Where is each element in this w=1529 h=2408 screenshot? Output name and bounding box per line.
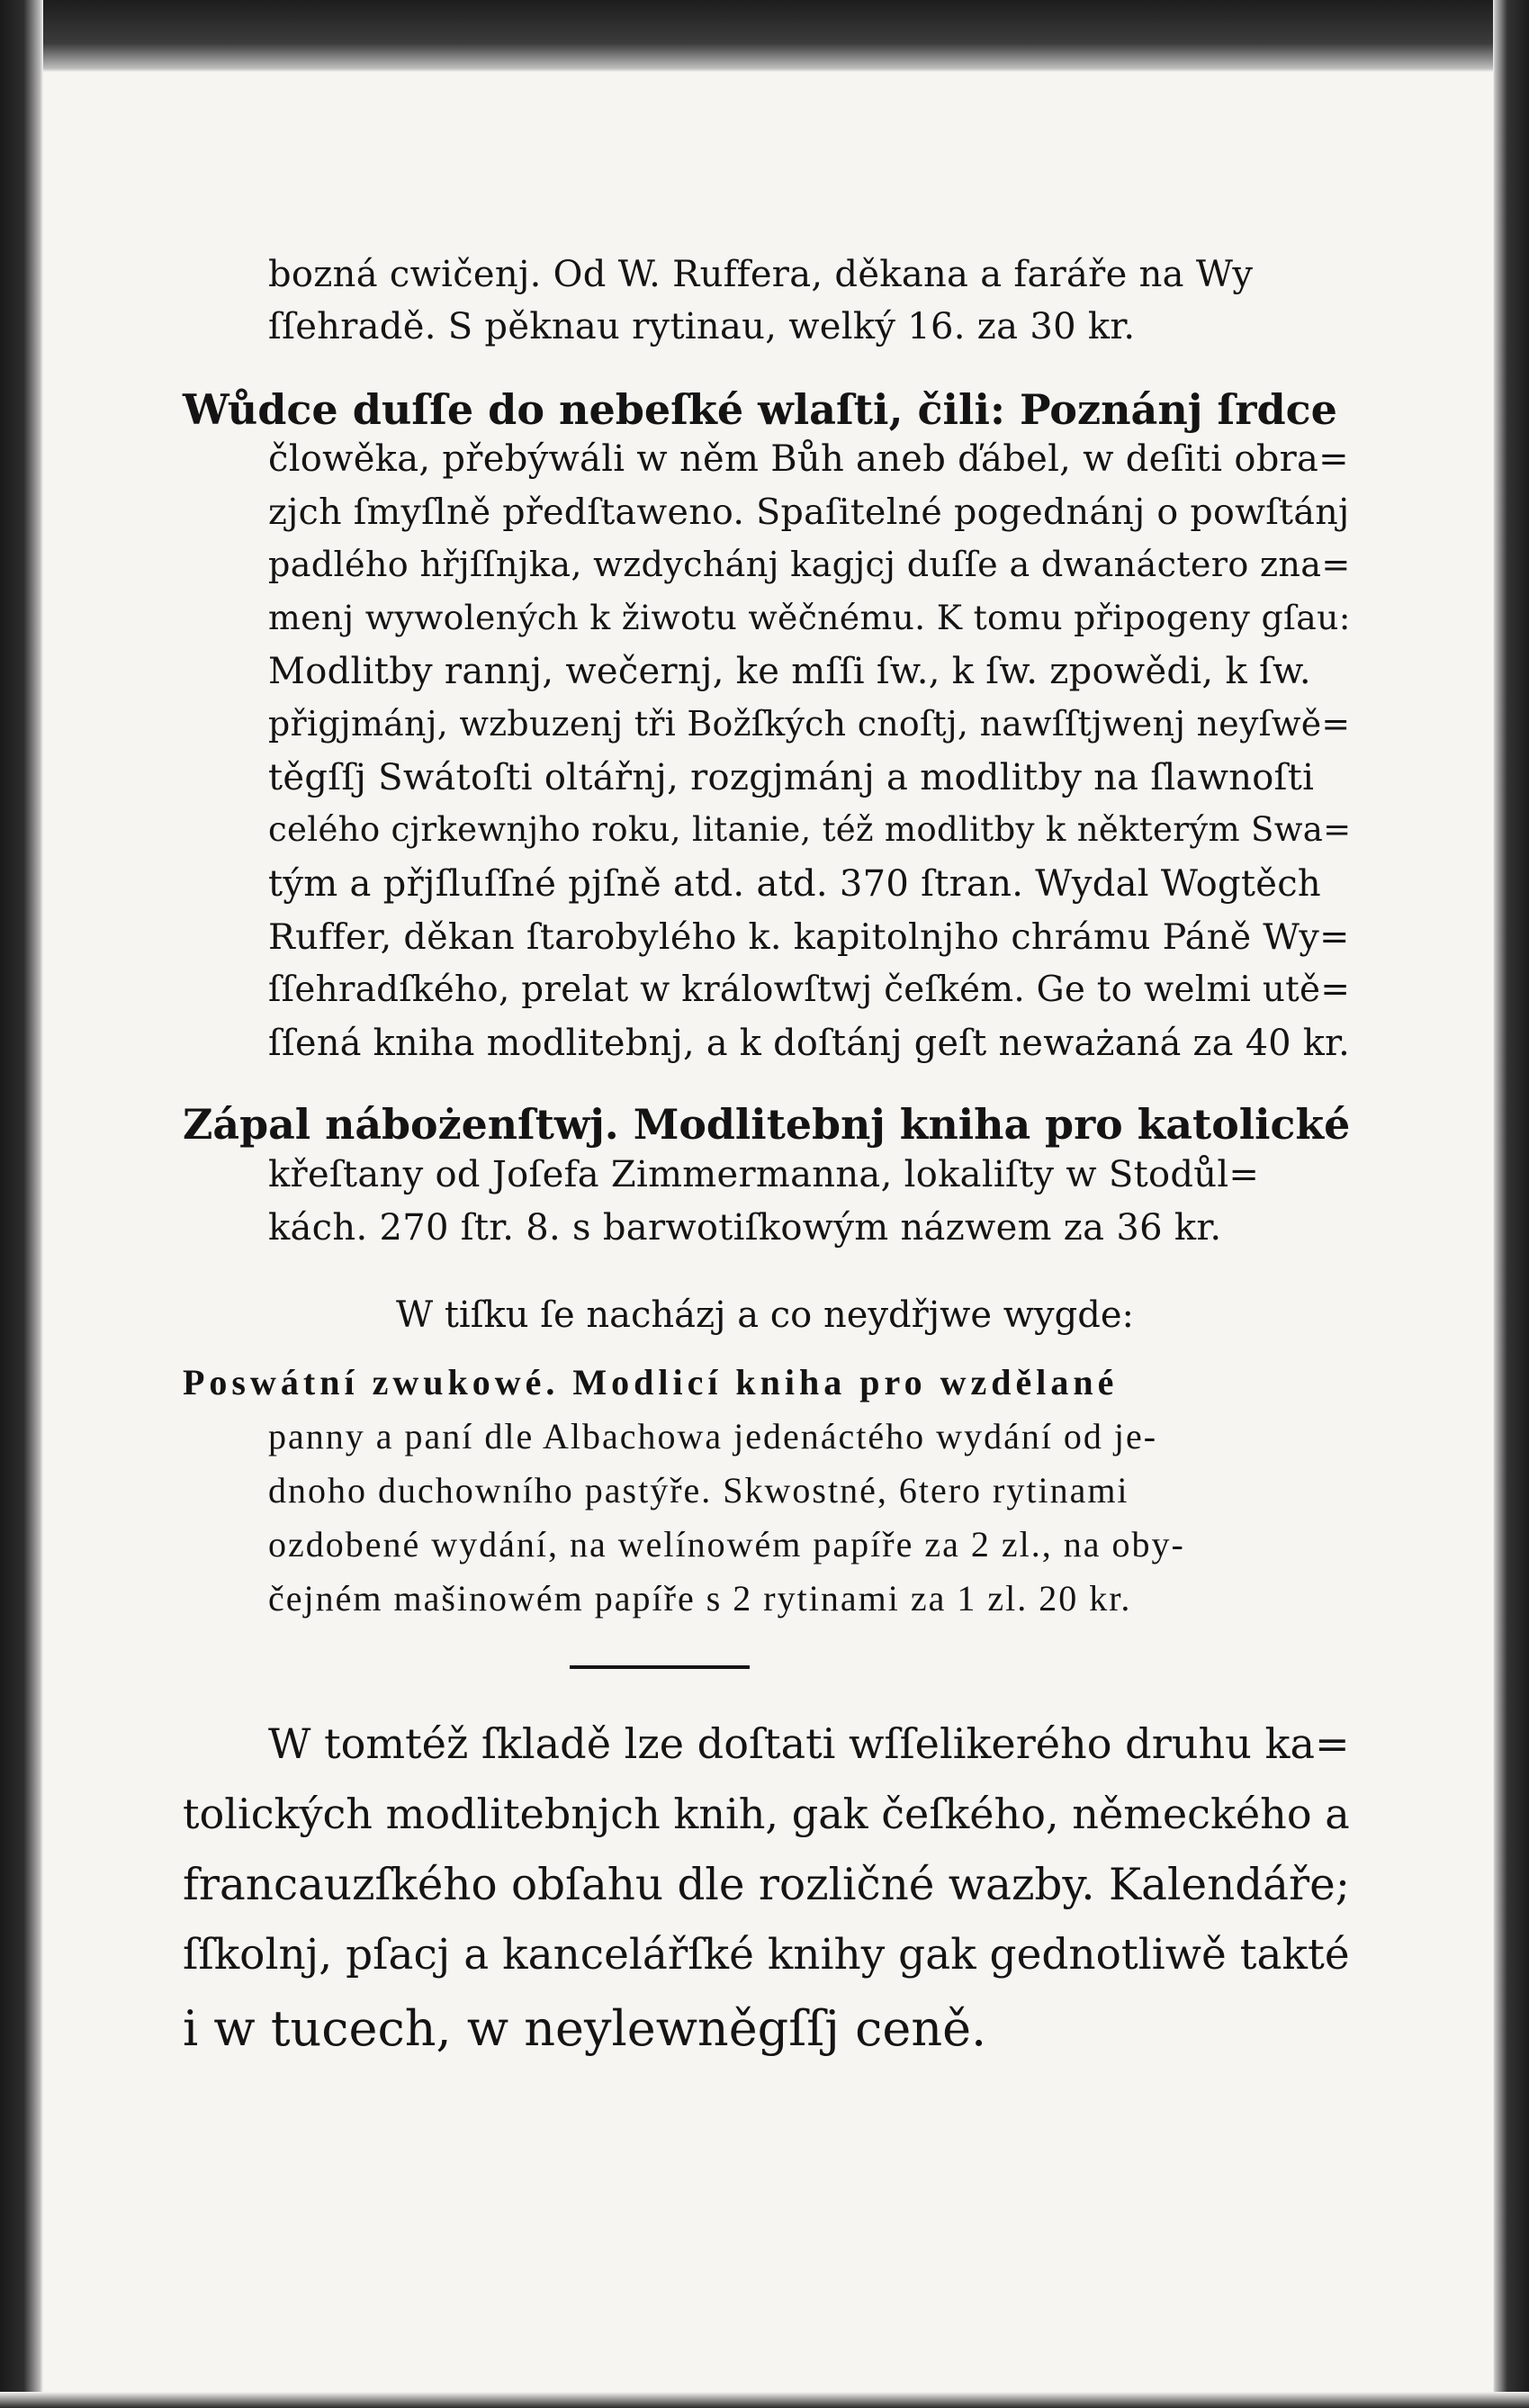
entry1-line-1: bozná cwičenj. Od W. Ruffera, děkana a faráře na Wy — [268, 254, 1254, 295]
entry4-line-3: dnoho duchowního pastýře. Skwostné, 6tero rytinami — [268, 1470, 1129, 1511]
page-border-left — [0, 0, 43, 2408]
entry2-line-6: přigjmánj, wzbuzenj tři Božſkých cnoſtj, nawſſtjwenj neyſwě= — [268, 704, 1351, 744]
entry2-line-12: ſſená kniha modlitebnj, a k doſtánj geſt neważaná za 40 kr. — [268, 1023, 1351, 1064]
entry3-title: Zápal nábożenſtwj. Modlitebnj kniha pro katolické — [183, 1100, 1351, 1149]
section-rule — [570, 1665, 750, 1669]
entry2-line-10: Ruffer, děkan ſtarobylého k. kapitolnjho chrámu Páně Wy= — [268, 916, 1350, 958]
entry4-line-1: Poswátní zwukowé. Modlicí kniha pro wzdělané — [183, 1362, 1119, 1402]
notice-line-2: tolických modlitebnjch knih, gak čeſkého, německého a — [183, 1790, 1350, 1838]
entry2-line-8: celého cjrkewnjho roku, litanie, též modlitby k některým Swa= — [268, 810, 1352, 849]
page-border-right — [1493, 0, 1529, 2408]
entry2-title: Wůdce duſſe do nebeſké wlaſti, čili: Poznánj ſrdce — [183, 385, 1337, 434]
entry2-line-9: tým a přjſluſſné pjſně atd. atd. 370 ſtran. Wydal Wogtěch — [268, 863, 1321, 905]
entry2-line-4: menj wywolených k žiwotu wěčnému. K tomu připogeny gſau: — [268, 598, 1351, 637]
entry2-line-5: Modlitby rannj, wečernj, ke mſſi ſw., k ſw. zpowědi, k ſw. — [268, 651, 1311, 692]
entry2-line-3: padlého hřjſſnjka, wzdychánj kagjcj duſſe a dwanáctero zna= — [268, 545, 1351, 584]
entry4-line-2: panny a paní dle Albachowa jedenáctého wydání od je- — [268, 1416, 1158, 1457]
entry4-line-5: čejném mašinowém papíře s 2 rytinami za 1 zl. 20 kr. — [268, 1578, 1132, 1619]
entry3-line-2: kách. 270 ſtr. 8. s barwotiſkowým názwem za 36 kr. — [268, 1207, 1222, 1249]
entry4-line-4: ozdobené wydání, na welínowém papíře za 2 zl., na oby- — [268, 1524, 1185, 1565]
page-border-bottom — [0, 2392, 1529, 2408]
entry2-line-1: člowěka, přebýwáli w něm Bůh aneb ďábel, w deſiti obra= — [268, 438, 1349, 480]
notice-line-4: ſſkolnj, pſacj a kancelářſké knihy gak gednotliwě takté — [183, 1930, 1350, 1980]
entry3-line-1: křeſtany od Joſefa Zimmermanna, lokaliſty w Stodůl= — [268, 1154, 1260, 1195]
entry2-line-11: ſſehradſkého, prelat w králowſtwj čeſkém. Ge to welmi utě= — [268, 970, 1351, 1010]
notice-line-1: W tomtéž ſkladě lze doſtati wſſelikerého druhu ka= — [268, 1719, 1350, 1768]
entry2-line-2: zjch ſmyſlně předſtaweno. Spaſitelné pogednánj o powſtánj — [268, 492, 1350, 533]
in-press-heading: W tiſku ſe nacházj a co neydřjwe wygde: — [396, 1294, 1134, 1336]
entry2-line-7: těgſſj Swátoſti oltářnj, rozgjmánj a modlitby na ſlawnoſti — [268, 757, 1315, 798]
notice-line-5: i w tucech, w neylewněgſſj ceně. — [183, 2000, 987, 2057]
notice-line-3: francauzſkého obſahu dle rozličné wazby. Kalendáře; — [183, 1860, 1351, 1910]
entry1-line-2: ſſehradě. S pěknau rytinau, welký 16. za 30 kr. — [268, 306, 1136, 347]
page-border-top — [0, 0, 1529, 72]
